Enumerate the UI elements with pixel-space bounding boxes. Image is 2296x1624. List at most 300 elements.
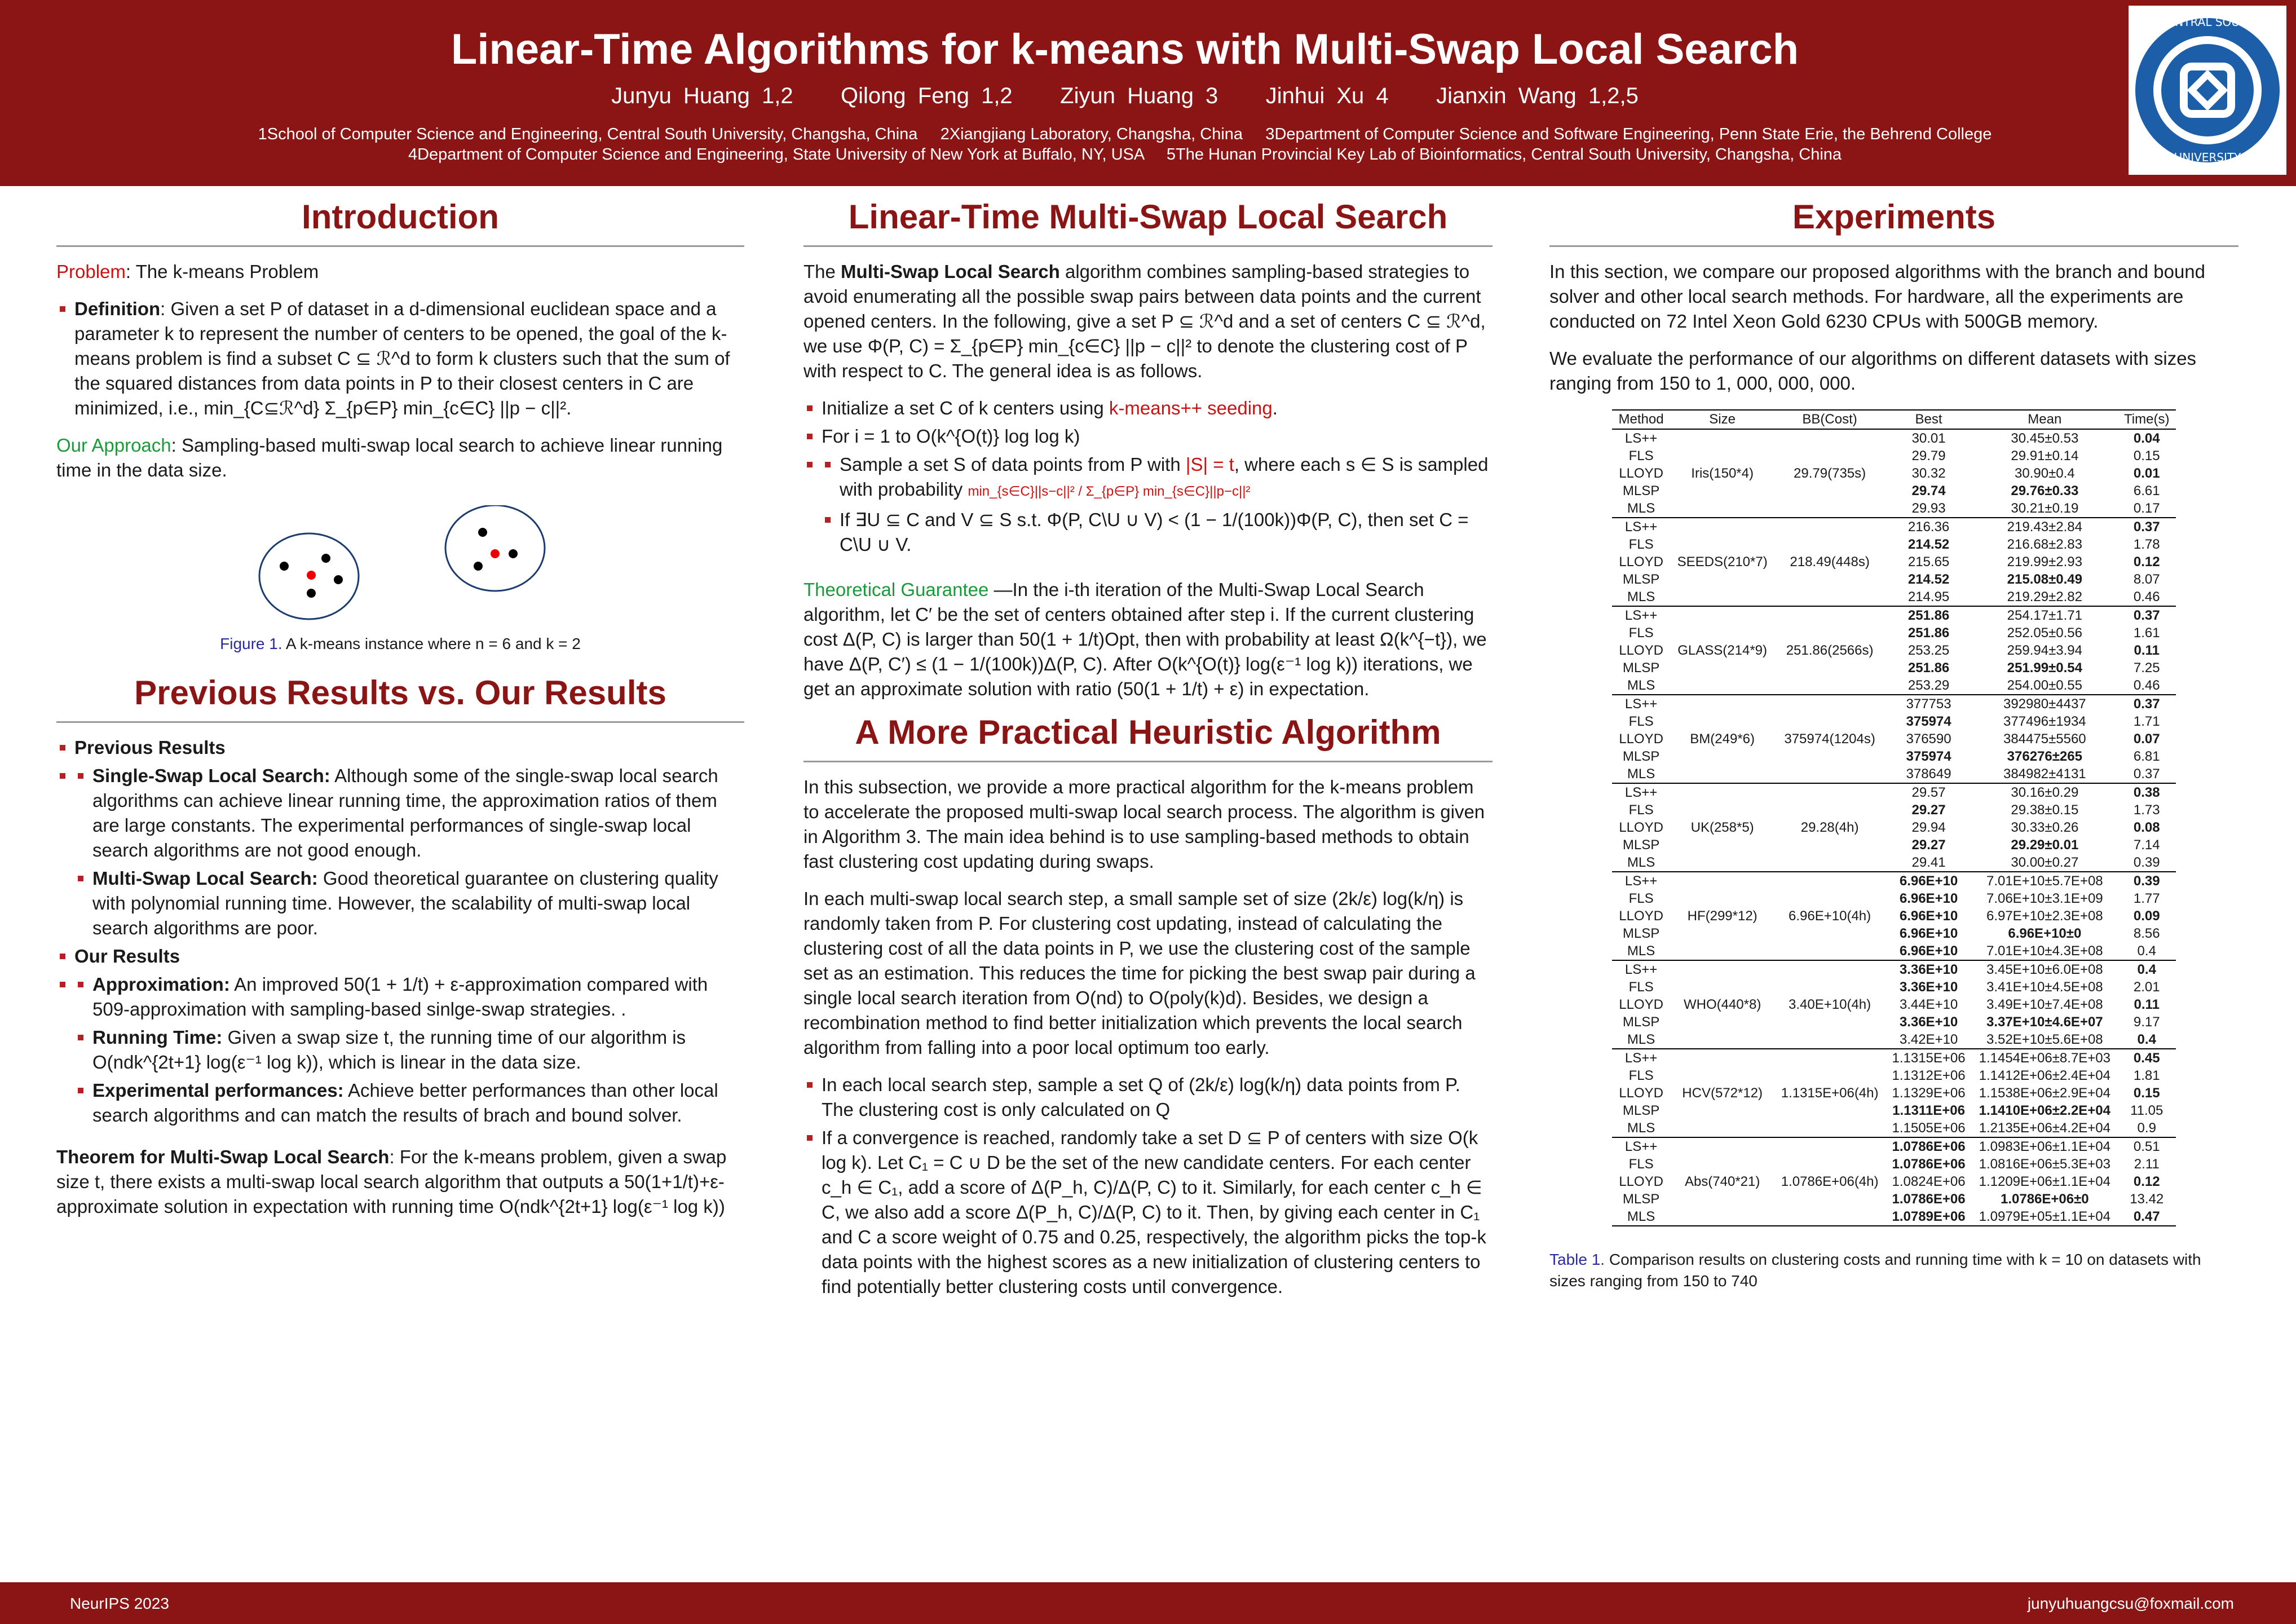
best-cell: 1.0786E+06 <box>1892 1191 1966 1207</box>
size-cell <box>1671 571 1774 588</box>
method-cell: LLOYD <box>1619 1085 1663 1101</box>
size-cell <box>1671 1137 1774 1155</box>
mean-cell: 3.52E+10±5.6E+08 <box>1972 1031 2117 1049</box>
experiments-paragraph-2: We evaluate the performance of our algorithms on different datasets with sizes ranging from 150 to 1, 000, 000, 000. <box>1549 348 2197 394</box>
approximation-item: Approximation: An improved 50(1 + 1/t) + ε-approximation compared with 509-approximation with sampling-based sinlge-swap strategies. . <box>74 972 744 1022</box>
poster-header <box>0 0 2296 186</box>
bb-cost-cell: 251.86(2566s) <box>1786 643 1874 658</box>
bb-cost-cell <box>1774 748 1886 765</box>
size-cell <box>1671 1119 1774 1137</box>
middle-column <box>803 186 1493 1299</box>
best-cell: 29.41 <box>1886 854 1972 872</box>
table-row <box>1612 713 2176 730</box>
table-row <box>1612 730 2176 748</box>
size-cell <box>1671 429 1774 447</box>
results-list <box>56 735 744 1128</box>
size-cell: GLASS(214*9) <box>1677 643 1768 658</box>
size-cell <box>1671 659 1774 677</box>
best-cell: 1.1312E+06 <box>1892 1068 1966 1083</box>
method-cell: MLSP <box>1622 572 1660 587</box>
bb-cost-cell: 6.96E+10(4h) <box>1789 908 1871 924</box>
mean-cell: 216.68±2.83 <box>2007 537 2082 552</box>
experimental-item: Experimental performances: Achieve better performances than other local search algorithms and can match the results of brach and bound solver. <box>74 1078 744 1128</box>
bb-cost-cell <box>1774 942 1886 960</box>
mean-cell: 1.1454E+06±8.7E+03 <box>1979 1051 2111 1066</box>
mean-cell: 215.08±0.49 <box>2007 572 2082 587</box>
bb-cost-cell <box>1774 429 1886 447</box>
bb-cost-cell <box>1774 978 1886 996</box>
time-cell: 0.11 <box>2134 997 2160 1012</box>
bb-cost-cell <box>1774 1102 1886 1119</box>
time-cell: 9.17 <box>2133 1014 2160 1030</box>
multiswap-title: Linear-Time Multi-Swap Local Search <box>803 197 1493 247</box>
mean-cell: 29.91±0.14 <box>2011 448 2079 464</box>
bb-cost-cell <box>1774 500 1886 518</box>
bb-cost-cell <box>1774 801 1886 819</box>
bb-cost-cell <box>1774 659 1886 677</box>
bb-cost-cell <box>1774 536 1886 553</box>
theoretical-guarantee: Theoretical Guarantee —In the i-th iteration of the Multi-Swap Local Search algorithm, let C′ be the set of centers obtained after step i. If the current clustering cost Δ(P, C) is larger than 50(1 + 1/t)Opt, then with probability at least Ω(k^{−t}), we have Δ(P, C′) ≤ (1 − 1/(100k))Δ(P, C). After O(k^{O(t)} log(ε⁻¹ log k)) iterations, we get an approximate solution with ratio (50(1 + 1/t) + ε) in expectation. <box>803 579 1487 699</box>
table-row <box>1612 765 2176 783</box>
mean-cell: 384982±4131 <box>1972 765 2117 783</box>
best-cell: 251.86 <box>1908 608 1950 623</box>
bb-cost-cell <box>1774 606 1886 624</box>
bb-cost-cell <box>1774 1013 1886 1031</box>
method-cell: LS++ <box>1624 785 1658 800</box>
method-cell: FLS <box>1628 979 1654 995</box>
mean-cell: 376276±265 <box>2007 749 2082 764</box>
theorem-statement: Theorem for Multi-Swap Local Search: For the k-means problem, given a swap size t, there exists a multi-swap local search algorithm that outputs a 50(1+1/t)+ε-approximate solution in expectation with running time O(ndk^{2t+1} log(ε⁻¹ log k)) <box>56 1146 727 1217</box>
time-cell: 2.01 <box>2133 979 2160 995</box>
mean-cell: 3.37E+10±4.6E+07 <box>1986 1014 2103 1030</box>
time-cell: 0.46 <box>2117 677 2176 695</box>
time-cell: 0.39 <box>2117 854 2176 872</box>
best-cell: 375974 <box>1906 714 1951 729</box>
size-cell <box>1671 536 1774 553</box>
method-cell: FLS <box>1628 1157 1654 1172</box>
size-cell: UK(258*5) <box>1690 820 1754 835</box>
size-cell <box>1671 588 1774 606</box>
time-cell: 1.77 <box>2133 891 2160 906</box>
size-cell <box>1671 1208 1774 1226</box>
time-cell: 0.37 <box>2117 765 2176 783</box>
size-cell <box>1671 677 1774 695</box>
size-cell <box>1671 695 1774 713</box>
method-cell: LLOYD <box>1619 908 1663 924</box>
best-cell: 1.0786E+06 <box>1892 1139 1966 1154</box>
step-swap: If ∃U ⊆ C and V ⊆ S s.t. Φ(P, C\U ∪ V) < (1 − 1/(100k))Φ(P, C), then set C = C\U ∪ V. <box>822 508 1493 557</box>
size-cell <box>1671 447 1774 465</box>
table-row <box>1612 518 2176 536</box>
bb-cost-cell <box>1774 677 1886 695</box>
method-cell: LS++ <box>1624 696 1658 712</box>
table-row <box>1612 553 2176 571</box>
time-cell: 0.01 <box>2133 466 2160 481</box>
table-row <box>1612 642 2176 659</box>
table-row <box>1612 1155 2176 1173</box>
time-cell: 0.11 <box>2134 643 2160 658</box>
best-cell: 251.86 <box>1908 660 1950 676</box>
bb-cost-cell <box>1774 872 1886 890</box>
table-row <box>1612 624 2176 642</box>
method-cell: FLS <box>1628 1068 1654 1083</box>
table-header: Method <box>1612 410 1671 429</box>
bb-cost-cell <box>1774 571 1886 588</box>
table-row <box>1612 429 2176 447</box>
bb-cost-cell <box>1774 783 1886 801</box>
method-cell: FLS <box>1628 891 1654 906</box>
table-row <box>1612 588 2176 606</box>
mean-cell: 1.0979E+05±1.1E+04 <box>1972 1208 2117 1226</box>
contact-email[interactable]: junyuhuangcsu@foxmail.com <box>2027 1595 2234 1612</box>
best-cell: 6.96E+10 <box>1899 926 1958 941</box>
bb-cost-cell <box>1774 713 1886 730</box>
time-cell: 0.12 <box>2133 1174 2160 1189</box>
table-header-row <box>1612 410 2176 429</box>
heuristic-step-recombine: If a convergence is reached, randomly take a set D ⊆ P of centers with size O(k log k). Let C₁ = C ∪ D be the set of the new candidate centers. For each center c_h ∈ C₁, add a score of Δ(P_h, C)/Δ(P, C) to it. Similarly, for each center c_h ∈ C, we also add a score Δ(P_h, C)/Δ(P, C) to it. Then, by giving each center in C₁ and C a score weight of 0.75 and 0.25, respectively, the algorithm picks the top-k data points with the highest scores as a new initialization of clustering centers to find potentially better clustering costs until convergence. <box>803 1126 1493 1299</box>
svg-text:CENTRAL SOUTH: CENTRAL SOUTH <box>2160 15 2255 29</box>
time-cell: 0.4 <box>2137 962 2156 977</box>
mean-cell: 251.99±0.54 <box>2007 660 2082 676</box>
heuristic-title: A More Practical Heuristic Algorithm <box>803 713 1493 762</box>
bb-cost-cell <box>1774 1031 1886 1049</box>
table-row <box>1612 819 2176 836</box>
mean-cell: 1.1209E+06±1.1E+04 <box>1979 1174 2111 1189</box>
mean-cell: 30.45±0.53 <box>2011 431 2079 446</box>
poster-title: Linear-Time Algorithms for k-means with Multi-Swap Local Search <box>451 25 1799 73</box>
best-cell: 29.57 <box>1911 785 1946 800</box>
best-cell: 214.52 <box>1908 572 1950 587</box>
method-cell: LLOYD <box>1619 554 1663 570</box>
mean-cell: 384475±5560 <box>2003 731 2086 747</box>
method-cell: LLOYD <box>1619 731 1663 747</box>
mean-cell: 29.29±0.01 <box>2011 837 2079 853</box>
time-cell: 8.56 <box>2133 926 2160 941</box>
best-cell: 378649 <box>1886 765 1972 783</box>
table-row <box>1612 695 2176 713</box>
heuristic-paragraph-1: In this subsection, we provide a more practical algorithm for the k-means problem to accelerate the proposed multi-swap local search process. The algorithm is given in Algorithm 3. The main idea behind is to use sampling-based methods to obtain fast clustering cost updating during swaps. <box>803 776 1485 872</box>
size-cell <box>1671 1102 1774 1119</box>
affiliations-line-1: 1School of Computer Science and Engineering, Central South University, Changsha, China 2Xiangjiang Laboratory, Changsha, China 3Department of Computer Science and Software Engineering, Penn State Erie, the Behrend College <box>258 125 1992 143</box>
mean-cell: 30.90±0.4 <box>2015 466 2075 481</box>
method-cell: FLS <box>1628 714 1654 729</box>
bb-cost-cell <box>1774 854 1886 872</box>
multi-swap-item: Multi-Swap Local Search: Good theoretical guarantee on clustering quality with polynomial running time. However, the scalability of multi-swap local search algorithms are poor. <box>74 866 744 941</box>
step-initialize: Initialize a set C of k centers using k-means++ seeding. <box>803 396 1493 421</box>
mean-cell: 1.1410E+06±2.2E+04 <box>1979 1103 2111 1118</box>
bb-cost-cell: 375974(1204s) <box>1784 731 1875 747</box>
method-cell: LS++ <box>1624 519 1658 535</box>
method-cell: LLOYD <box>1619 820 1663 835</box>
method-cell: FLS <box>1628 802 1654 818</box>
size-cell <box>1671 500 1774 518</box>
bb-cost-cell <box>1774 836 1886 854</box>
running-time-item: Running Time: Given a swap size t, the running time of our algorithm is O(ndk^{2t+1} log(ε⁻¹ log k)), which is linear in the data size. <box>74 1025 744 1075</box>
heuristic-step-sample: In each local search step, sample a set Q of (2k/ε) log(k/η) data points from P. The clustering cost is only calculated on Q <box>803 1073 1493 1122</box>
time-cell: 0.37 <box>2133 519 2160 535</box>
table-row <box>1612 447 2176 465</box>
results-table <box>1612 409 2176 1226</box>
mean-cell: 3.41E+10±4.5E+08 <box>1986 979 2103 995</box>
bb-cost-cell: 1.0786E+06(4h) <box>1781 1174 1879 1189</box>
time-cell: 0.08 <box>2133 820 2160 835</box>
best-cell: 1.1329E+06 <box>1892 1085 1966 1101</box>
bb-cost-cell <box>1774 1190 1886 1208</box>
table-row <box>1612 942 2176 960</box>
best-cell: 3.42E+10 <box>1886 1031 1972 1049</box>
best-cell: 253.25 <box>1908 643 1950 658</box>
best-cell: 1.1311E+06 <box>1892 1103 1965 1118</box>
author: Jinhui Xu 4 <box>1265 83 1389 108</box>
table-row <box>1612 890 2176 907</box>
mean-cell: 30.21±0.19 <box>1972 500 2117 518</box>
kmeans-figure <box>56 505 744 629</box>
time-cell: 8.07 <box>2133 572 2160 587</box>
table-row <box>1612 482 2176 500</box>
table-row <box>1612 1084 2176 1102</box>
experiments-paragraph-1: In this section, we compare our proposed algorithms with the branch and bound solver and other local search methods. For hardware, all the experiments are conducted on 72 Intel Xeon Gold 6230 CPUs with 500GB memory. <box>1549 261 2206 332</box>
size-cell: Abs(740*21) <box>1684 1174 1760 1189</box>
size-cell: SEEDS(210*7) <box>1677 554 1768 570</box>
time-cell: 0.17 <box>2117 500 2176 518</box>
time-cell: 0.37 <box>2133 696 2160 712</box>
introduction-title: Introduction <box>56 197 744 247</box>
method-cell: MLSP <box>1622 1103 1660 1118</box>
bb-cost-cell <box>1774 1119 1886 1137</box>
mean-cell: 219.99±2.93 <box>2007 554 2082 570</box>
table-row <box>1612 500 2176 518</box>
method-cell: FLS <box>1628 537 1654 552</box>
time-cell: 0.04 <box>2133 431 2160 446</box>
time-cell: 0.45 <box>2133 1051 2160 1066</box>
size-cell <box>1671 1031 1774 1049</box>
best-cell: 29.93 <box>1886 500 1972 518</box>
step-sample: Sample a set S of data points from P with |S| = t, where each s ∈ S is sampled with probability min_{s∈C}||s−c||² / Σ_{p∈P} min_{s∈C}||p−c||² <box>822 452 1493 504</box>
table-row <box>1612 748 2176 765</box>
problem-statement: Problem: The k-means Problem <box>56 261 319 282</box>
best-cell: 376590 <box>1906 731 1951 747</box>
previous-results-heading: Previous Results <box>56 735 744 760</box>
mean-cell: 219.29±2.82 <box>1972 588 2117 606</box>
size-cell <box>1671 1190 1774 1208</box>
best-cell: 6.96E+10 <box>1886 942 1972 960</box>
best-cell: 3.36E+10 <box>1899 979 1958 995</box>
table-row <box>1612 1190 2176 1208</box>
best-cell: 377753 <box>1906 696 1951 712</box>
method-cell: MLS <box>1612 588 1671 606</box>
table-row <box>1612 1102 2176 1119</box>
method-cell: LLOYD <box>1619 997 1663 1012</box>
heuristic-paragraph-2: In each multi-swap local search step, a small sample set of size (2k/ε) log(k/η) is randomly taken from P. For clustering cost updating, instead of calculating the clustering cost of all the data points in P, we use the clustering cost of the sample set as an estimation. This reduces the time for picking the best swap pair during a single local search iteration from O(nd) to O(poly(k)d). Besides, we design a recombination method to find better initialization which prevents the local search algorithm from falling into a poor local optimum too early. <box>803 888 1476 1058</box>
table-header: Time(s) <box>2117 410 2176 429</box>
mean-cell: 1.0786E+06±0 <box>2000 1191 2089 1207</box>
bb-cost-cell <box>1774 482 1886 500</box>
time-cell: 0.51 <box>2133 1139 2160 1154</box>
bb-cost-cell <box>1774 518 1886 536</box>
author: Junyu Huang 1,2 <box>611 83 793 108</box>
mean-cell: 7.06E+10±3.1E+09 <box>1986 891 2103 906</box>
bb-cost-cell <box>1774 1049 1886 1067</box>
definition-item: Definition: Given a set P of dataset in a d-dimensional euclidean space and a parameter k to represent the number of centers to be opened, the goal of the k-means problem is find a subset C ⊆ ℛ^d to form k clusters such that the sum of the squared distances from data points in P to their closest centers in C are minimized, i.e., min_{C⊆ℛ^d} Σ_{p∈P} min_{c∈C} ||p − c||². <box>56 297 744 421</box>
method-cell: MLSP <box>1622 660 1660 676</box>
table-row <box>1612 996 2176 1013</box>
method-cell: LLOYD <box>1619 643 1663 658</box>
size-cell <box>1671 783 1774 801</box>
best-cell: 6.96E+10 <box>1899 873 1958 889</box>
author: Jianxin Wang 1,2,5 <box>1436 83 1639 108</box>
table-row <box>1612 872 2176 890</box>
time-cell: 11.05 <box>2130 1103 2163 1118</box>
mean-cell: 252.05±0.56 <box>2007 625 2082 641</box>
left-column <box>56 186 744 1219</box>
method-cell: LS++ <box>1624 1139 1658 1154</box>
time-cell: 0.37 <box>2133 608 2160 623</box>
size-cell: Iris(150*4) <box>1691 466 1754 481</box>
bb-cost-cell <box>1774 765 1886 783</box>
university-logo <box>2129 6 2286 175</box>
mean-cell: 6.96E+10±0 <box>2008 926 2082 941</box>
time-cell: 0.4 <box>2117 1031 2176 1049</box>
table-row <box>1612 1013 2176 1031</box>
method-cell: MLS <box>1612 854 1671 872</box>
time-cell: 6.61 <box>2133 483 2160 498</box>
mean-cell: 1.2135E+06±4.2E+04 <box>1972 1119 2117 1137</box>
single-swap-item: Single-Swap Local Search: Although some of the single-swap local search algorithms can achieve linear running time, the approximation ratios of them are large constants. The experimental performances of single-swap local search algorithms are not good enough. <box>74 764 744 863</box>
size-cell <box>1671 713 1774 730</box>
best-cell: 215.65 <box>1908 554 1950 570</box>
figure-caption: Figure 1. A k-means instance where n = 6 and k = 2 <box>220 635 581 652</box>
size-cell <box>1671 1049 1774 1067</box>
mean-cell: 3.49E+10±7.4E+08 <box>1986 997 2103 1012</box>
best-cell: 29.27 <box>1911 837 1946 853</box>
step-loop: For i = 1 to O(k^{O(t)} log log k) <box>803 424 1493 449</box>
time-cell: 0.07 <box>2133 731 2160 747</box>
time-cell: 13.42 <box>2130 1191 2164 1207</box>
size-cell <box>1671 624 1774 642</box>
method-cell: LLOYD <box>1619 466 1663 481</box>
best-cell: 30.32 <box>1911 466 1946 481</box>
best-cell: 1.0789E+06 <box>1886 1208 1972 1226</box>
mean-cell: 219.43±2.84 <box>2007 519 2082 535</box>
method-cell: MLSP <box>1622 749 1660 764</box>
time-cell: 0.46 <box>2117 588 2176 606</box>
method-cell: MLS <box>1612 677 1671 695</box>
size-cell <box>1671 518 1774 536</box>
size-cell: WHO(440*8) <box>1683 997 1761 1012</box>
size-cell <box>1671 872 1774 890</box>
bb-cost-cell: 29.28(4h) <box>1800 820 1859 835</box>
mean-cell: 29.38±0.15 <box>2011 802 2079 818</box>
size-cell <box>1671 801 1774 819</box>
table-header: Best <box>1886 410 1972 429</box>
mean-cell: 1.1412E+06±2.4E+04 <box>1979 1068 2111 1083</box>
mean-cell: 377496±1934 <box>2003 714 2086 729</box>
mean-cell: 30.16±0.29 <box>2011 785 2079 800</box>
best-cell: 1.1505E+06 <box>1886 1119 1972 1137</box>
mean-cell: 7.01E+10±5.7E+08 <box>1986 873 2103 889</box>
table-row <box>1612 854 2176 872</box>
best-cell: 29.74 <box>1911 483 1946 498</box>
definition-list <box>56 297 744 421</box>
bb-cost-cell <box>1774 1155 1886 1173</box>
method-cell: MLSP <box>1622 837 1660 853</box>
table-header: BB(Cost) <box>1774 410 1886 429</box>
bb-cost-cell: 29.79(735s) <box>1794 466 1866 481</box>
algorithm-steps <box>803 396 1493 557</box>
method-cell: MLS <box>1612 942 1671 960</box>
mean-cell: 1.1538E+06±2.9E+04 <box>1979 1085 2111 1101</box>
method-cell: LS++ <box>1624 1051 1658 1066</box>
table-row <box>1612 1067 2176 1084</box>
time-cell: 0.09 <box>2133 908 2160 924</box>
right-column <box>1549 186 2238 1292</box>
mean-cell: 254.00±0.55 <box>1972 677 2117 695</box>
author-list <box>0 83 2250 109</box>
kmeans-instance-diagram <box>56 505 744 629</box>
table-row <box>1612 606 2176 624</box>
bb-cost-cell: 1.1315E+06(4h) <box>1781 1085 1879 1101</box>
best-cell: 214.95 <box>1886 588 1972 606</box>
time-cell: 1.78 <box>2133 537 2160 552</box>
table-row <box>1612 465 2176 482</box>
table-row <box>1612 836 2176 854</box>
table-row <box>1612 1173 2176 1190</box>
table-row <box>1612 659 2176 677</box>
time-cell: 0.38 <box>2133 785 2160 800</box>
mean-cell: 30.00±0.27 <box>1972 854 2117 872</box>
mean-cell: 254.17±1.71 <box>2007 608 2082 623</box>
size-cell <box>1671 925 1774 942</box>
best-cell: 29.94 <box>1911 820 1946 835</box>
bb-cost-cell <box>1774 890 1886 907</box>
method-cell: MLS <box>1612 765 1671 783</box>
method-cell: FLS <box>1628 625 1654 641</box>
method-cell: MLS <box>1612 1119 1671 1137</box>
multiswap-intro: The Multi-Swap Local Search algorithm combines sampling-based strategies to avoid enumerating all the possible swap pairs between data points and the current opened centers. In the following, give a set P ⊆ ℛ^d and a set of centers C ⊆ ℛ^d, we use Φ(P, C) = Σ_{p∈P} min_{c∈C} ||p − c||² to denote the clustering cost of P with respect to C. The general idea is as follows. <box>803 261 1486 381</box>
method-cell: MLS <box>1612 1208 1671 1226</box>
mean-cell: 3.45E+10±6.0E+08 <box>1986 962 2103 977</box>
best-cell: 1.0786E+06 <box>1892 1157 1966 1172</box>
time-cell: 0.9 <box>2117 1119 2176 1137</box>
best-cell: 214.52 <box>1908 537 1950 552</box>
size-cell: HF(299*12) <box>1687 908 1758 924</box>
table-row <box>1612 1119 2176 1137</box>
best-cell: 216.36 <box>1908 519 1950 535</box>
mean-cell: 6.97E+10±2.3E+08 <box>1986 908 2103 924</box>
time-cell: 1.71 <box>2133 714 2160 729</box>
method-cell: MLSP <box>1622 926 1660 941</box>
bb-cost-cell <box>1774 1067 1886 1084</box>
previous-results-title: Previous Results vs. Our Results <box>56 673 744 723</box>
method-cell: LS++ <box>1624 873 1658 889</box>
heuristic-steps <box>803 1073 1493 1299</box>
size-cell <box>1671 978 1774 996</box>
time-cell: 0.15 <box>2133 1085 2160 1101</box>
size-cell <box>1671 1013 1774 1031</box>
our-results-heading: Our Results <box>56 944 744 969</box>
time-cell: 0.4 <box>2117 942 2176 960</box>
bb-cost-cell <box>1774 1208 1886 1226</box>
best-cell: 29.27 <box>1911 802 1946 818</box>
best-cell: 3.44E+10 <box>1899 997 1958 1012</box>
poster-footer <box>0 1582 2296 1624</box>
best-cell: 253.29 <box>1886 677 1972 695</box>
best-cell: 1.1315E+06 <box>1892 1051 1966 1066</box>
method-cell: MLSP <box>1622 1191 1660 1207</box>
method-cell: LS++ <box>1624 431 1658 446</box>
size-cell <box>1671 836 1774 854</box>
approach-statement: Our Approach: Sampling-based multi-swap local search to achieve linear running time in the data size. <box>56 435 723 480</box>
